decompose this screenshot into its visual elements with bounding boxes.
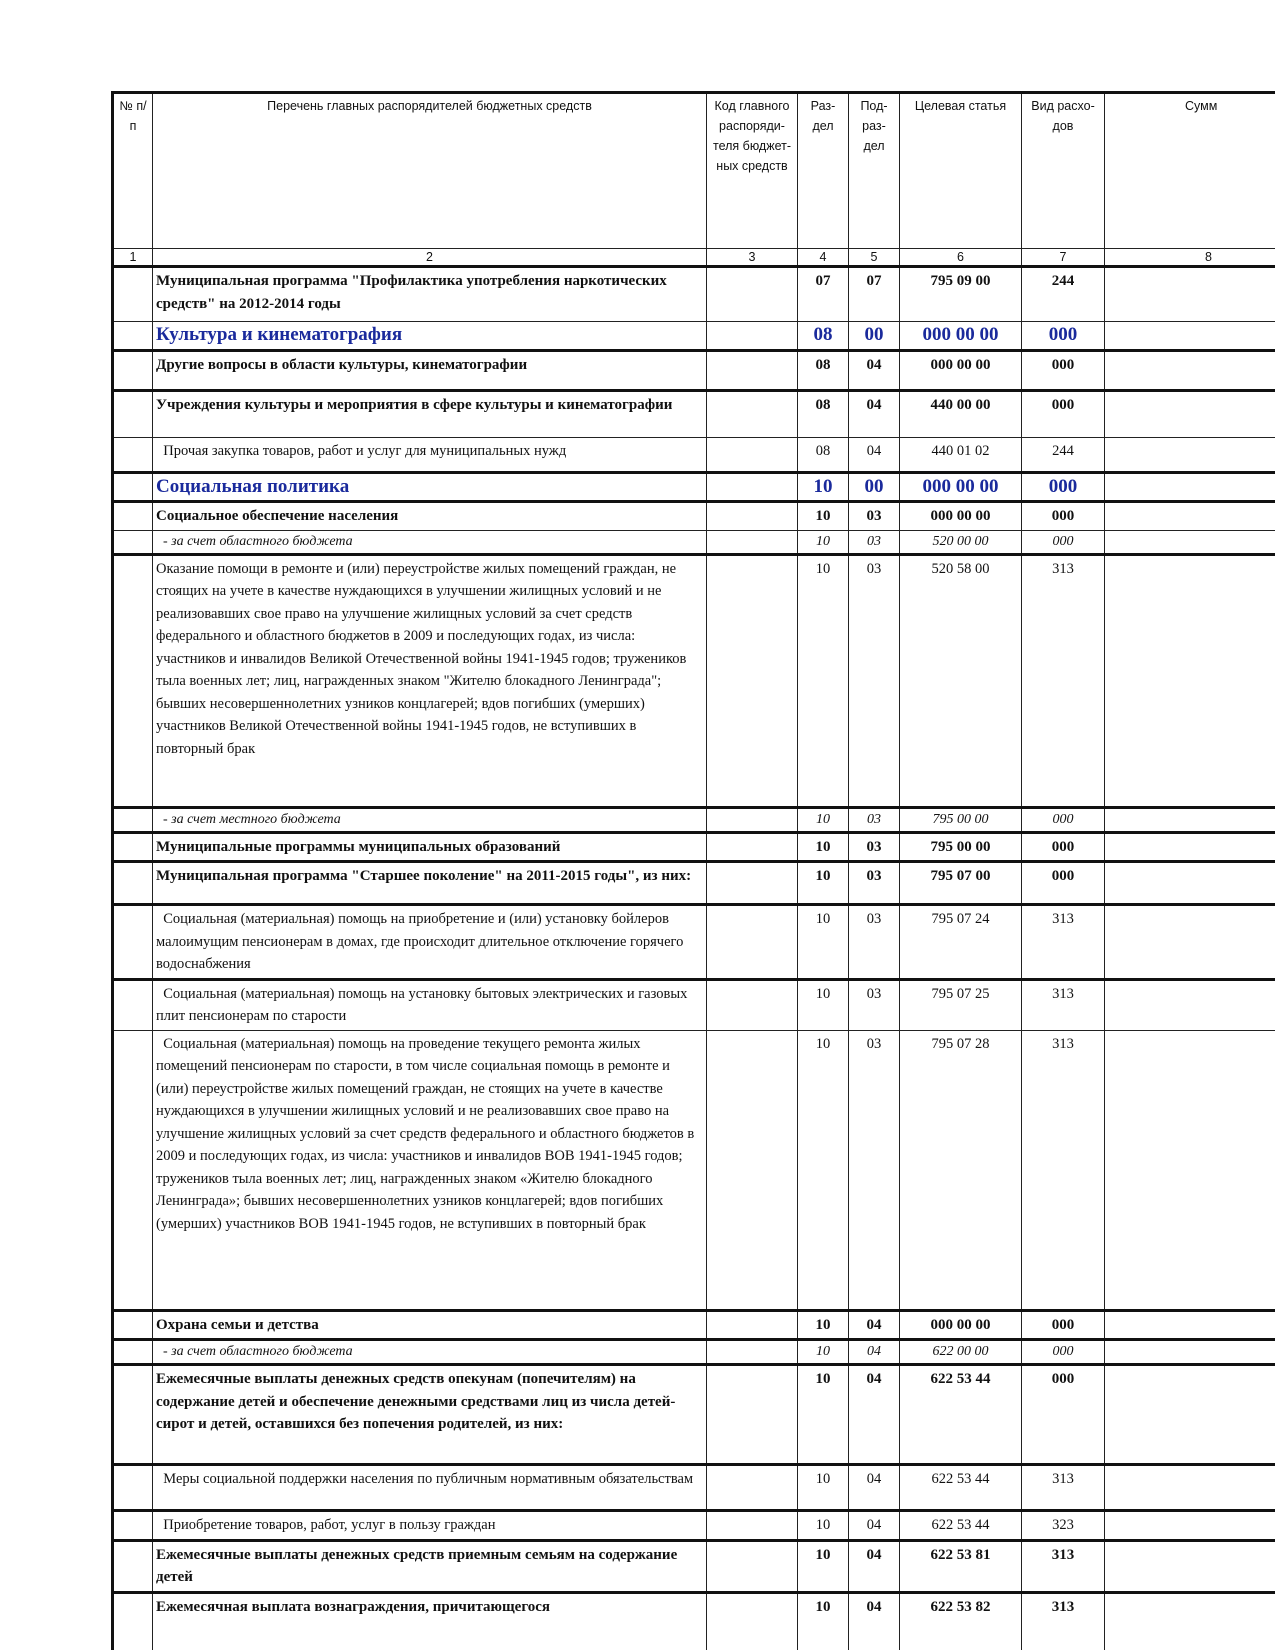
row-sum — [1105, 862, 1275, 905]
col-num: 3 — [707, 249, 798, 267]
row-vid: 000 — [1022, 322, 1105, 351]
table-row — [113, 390, 1275, 437]
row-vid: 000 — [1022, 350, 1105, 390]
row-target: 795 07 00 — [900, 862, 1022, 905]
row-code — [707, 472, 798, 502]
row-podrazdel: 03 — [849, 832, 900, 862]
row-vid: 000 — [1022, 390, 1105, 437]
row-number — [113, 350, 153, 390]
row-sum — [1105, 1030, 1275, 1310]
row-podrazdel: 00 — [849, 472, 900, 502]
row-razdel: 07 — [798, 267, 849, 322]
row-code — [707, 979, 798, 1030]
row-target: 000 00 00 — [900, 472, 1022, 502]
row-sum — [1105, 322, 1275, 351]
row-number — [113, 554, 153, 807]
row-code — [707, 437, 798, 472]
row-sum — [1105, 1340, 1275, 1365]
row-name: - за счет областного бюджета — [153, 530, 707, 554]
row-target: 795 07 24 — [900, 905, 1022, 980]
row-sum — [1105, 350, 1275, 390]
row-target: 622 53 44 — [900, 1511, 1022, 1541]
row-name: Социальное обеспечение населения — [153, 502, 707, 531]
row-razdel: 08 — [798, 322, 849, 351]
row-name: Ежемесячные выплаты денежных средств опекунам (попечителям) на содержание детей и обеспечение денежными средствами лиц из числа детей-сирот и детей, оставшихся без попечения родителей, из них: — [153, 1365, 707, 1465]
col-header-code: Код главного распоряди-теля бюджет-ных средств — [707, 93, 798, 249]
row-vid: 244 — [1022, 437, 1105, 472]
row-podrazdel: 04 — [849, 390, 900, 437]
col-num: 4 — [798, 249, 849, 267]
row-number — [113, 832, 153, 862]
row-sum — [1105, 1365, 1275, 1465]
row-razdel: 10 — [798, 979, 849, 1030]
row-code — [707, 502, 798, 531]
row-podrazdel: 04 — [849, 1310, 900, 1340]
row-sum — [1105, 437, 1275, 472]
table-row — [113, 807, 1275, 832]
row-number — [113, 1592, 153, 1650]
table-row — [113, 502, 1275, 531]
row-name: Социальная (материальная) помощь на проведение текущего ремонта жилых помещений пенсионерам по старости, в том числе социальная помощь в ремонте и (или) переустройстве жилых помещений граждан, не стоящих на учете в качестве нуждающихся в улучшении жилищных условий и не реализовавших свое право на улучшение жилищных условий за счет средств федерального и областного бюджетов в 2009 и последующих годах, из числа: участников и инвалидов ВОВ 1941-1945 годов; тружеников тыла военных лет; лиц, награжденных знаком «Жителю блокадного Ленинграда»; бывших несовершеннолетних узников концлагерей; вдов погибших (умерших) участников ВОВ 1941-1945 годов, не вступивших в повторный брак — [153, 1030, 707, 1310]
table-row — [113, 1365, 1275, 1465]
row-number — [113, 1030, 153, 1310]
row-podrazdel: 03 — [849, 807, 900, 832]
row-number — [113, 267, 153, 322]
col-num: 1 — [113, 249, 153, 267]
row-razdel: 10 — [798, 1540, 849, 1592]
row-sum — [1105, 1540, 1275, 1592]
row-razdel: 10 — [798, 1340, 849, 1365]
row-code — [707, 832, 798, 862]
row-target: 622 53 44 — [900, 1465, 1022, 1511]
row-vid: 313 — [1022, 554, 1105, 807]
row-razdel: 10 — [798, 1592, 849, 1650]
row-sum — [1105, 1592, 1275, 1650]
row-razdel: 10 — [798, 832, 849, 862]
table-row — [113, 350, 1275, 390]
row-sum — [1105, 554, 1275, 807]
row-code — [707, 1465, 798, 1511]
row-name: Культура и кинематография — [153, 322, 707, 351]
row-podrazdel: 00 — [849, 322, 900, 351]
row-code — [707, 1540, 798, 1592]
row-target: 000 00 00 — [900, 502, 1022, 531]
row-razdel: 10 — [798, 1310, 849, 1340]
row-podrazdel: 03 — [849, 530, 900, 554]
row-code — [707, 530, 798, 554]
table-row — [113, 832, 1275, 862]
row-target: 795 00 00 — [900, 832, 1022, 862]
row-name: Приобретение товаров, работ, услуг в пользу граждан — [153, 1511, 707, 1541]
table-row — [113, 1340, 1275, 1365]
row-number — [113, 502, 153, 531]
row-number — [113, 862, 153, 905]
row-sum — [1105, 1465, 1275, 1511]
table-row — [113, 862, 1275, 905]
table-row — [113, 979, 1275, 1030]
row-vid: 313 — [1022, 1540, 1105, 1592]
row-code — [707, 267, 798, 322]
row-podrazdel: 03 — [849, 979, 900, 1030]
row-sum — [1105, 502, 1275, 531]
row-vid: 244 — [1022, 267, 1105, 322]
row-name: Муниципальная программа "Профилактика употребления наркотических средств" на 2012-2014 годы — [153, 267, 707, 322]
row-razdel: 10 — [798, 530, 849, 554]
row-code — [707, 807, 798, 832]
row-name: Социальная (материальная) помощь на приобретение и (или) установку бойлеров малоимущим пенсионерам в домах, где происходит длительное отключение горячего водоснабжения — [153, 905, 707, 980]
row-podrazdel: 03 — [849, 1030, 900, 1310]
col-header-sum: Сумм — [1105, 93, 1275, 249]
row-podrazdel: 04 — [849, 1465, 900, 1511]
row-name: Муниципальные программы муниципальных образований — [153, 832, 707, 862]
row-target: 520 58 00 — [900, 554, 1022, 807]
row-target: 795 00 00 — [900, 807, 1022, 832]
row-code — [707, 1365, 798, 1465]
row-vid: 313 — [1022, 1465, 1105, 1511]
row-podrazdel: 03 — [849, 905, 900, 980]
row-target: 795 07 28 — [900, 1030, 1022, 1310]
row-vid: 000 — [1022, 530, 1105, 554]
row-name: Оказание помощи в ремонте и (или) переустройстве жилых помещений граждан, не стоящих на учете в качестве нуждающихся в улучшении жилищных условий и не реализовавших свое право на улучшение жилищных условий за счет средств федерального и областного бюджетов в 2009 и последующих годах, из числа: участников и инвалидов Великой Отечественной войны 1941-1945 годов; тружеников тыла военных лет; лиц, награжденных знаком "Жителю блокадного Ленинграда"; бывших несовершеннолетних узников концлагерей; вдов погибших (умерших) участников Великой Отечественной войны 1941-1945 годов, не вступивших в повторный брак — [153, 554, 707, 807]
row-number — [113, 472, 153, 502]
row-podrazdel: 03 — [849, 862, 900, 905]
row-vid: 000 — [1022, 807, 1105, 832]
row-razdel: 10 — [798, 807, 849, 832]
table-row — [113, 1465, 1275, 1511]
col-num: 6 — [900, 249, 1022, 267]
row-code — [707, 554, 798, 807]
row-target: 622 00 00 — [900, 1340, 1022, 1365]
row-target: 000 00 00 — [900, 350, 1022, 390]
row-sum — [1105, 807, 1275, 832]
row-vid: 000 — [1022, 1310, 1105, 1340]
row-name: - за счет местного бюджета — [153, 807, 707, 832]
row-name: Муниципальная программа "Старшее поколение" на 2011-2015 годы", из них: — [153, 862, 707, 905]
row-number — [113, 905, 153, 980]
row-name: Социальная (материальная) помощь на установку бытовых электрических и газовых плит пенсионерам по старости — [153, 979, 707, 1030]
row-number — [113, 1340, 153, 1365]
row-sum — [1105, 472, 1275, 502]
row-podrazdel: 04 — [849, 1365, 900, 1465]
table-row — [113, 1592, 1275, 1650]
row-number — [113, 979, 153, 1030]
col-header-vid: Вид расхо-дов — [1022, 93, 1105, 249]
budget-table-page — [111, 91, 1275, 1650]
row-razdel: 08 — [798, 390, 849, 437]
row-vid: 000 — [1022, 472, 1105, 502]
row-razdel: 08 — [798, 437, 849, 472]
row-sum — [1105, 1511, 1275, 1541]
row-name: Меры социальной поддержки населения по публичным нормативным обязательствам — [153, 1465, 707, 1511]
row-podrazdel: 04 — [849, 350, 900, 390]
row-vid: 000 — [1022, 1365, 1105, 1465]
row-code — [707, 1030, 798, 1310]
row-target: 440 01 02 — [900, 437, 1022, 472]
table-row — [113, 1310, 1275, 1340]
row-podrazdel: 07 — [849, 267, 900, 322]
row-sum — [1105, 390, 1275, 437]
row-target: 622 53 44 — [900, 1365, 1022, 1465]
row-vid: 313 — [1022, 1030, 1105, 1310]
row-code — [707, 350, 798, 390]
row-vid: 000 — [1022, 502, 1105, 531]
row-podrazdel: 04 — [849, 1511, 900, 1541]
row-number — [113, 807, 153, 832]
row-target: 440 00 00 — [900, 390, 1022, 437]
row-podrazdel: 03 — [849, 502, 900, 531]
table-row — [113, 1030, 1275, 1310]
table-row — [113, 437, 1275, 472]
col-header-name: Перечень главных распорядителей бюджетных средств — [153, 93, 707, 249]
row-target: 520 00 00 — [900, 530, 1022, 554]
row-code — [707, 390, 798, 437]
row-name: Другие вопросы в области культуры, кинематографии — [153, 350, 707, 390]
row-number — [113, 1540, 153, 1592]
row-sum — [1105, 1310, 1275, 1340]
table-row — [113, 530, 1275, 554]
row-razdel: 10 — [798, 1365, 849, 1465]
row-razdel: 10 — [798, 905, 849, 980]
col-header-target: Целевая статья — [900, 93, 1022, 249]
row-razdel: 10 — [798, 1030, 849, 1310]
row-code — [707, 1511, 798, 1541]
header-row — [113, 93, 1275, 249]
row-sum — [1105, 832, 1275, 862]
row-vid: 000 — [1022, 832, 1105, 862]
row-target: 622 53 81 — [900, 1540, 1022, 1592]
col-header-podrazdel: Под-раз-дел — [849, 93, 900, 249]
row-razdel: 10 — [798, 472, 849, 502]
row-name: Прочая закупка товаров, работ и услуг для муниципальных нужд — [153, 437, 707, 472]
row-number — [113, 322, 153, 351]
row-sum — [1105, 979, 1275, 1030]
row-sum — [1105, 905, 1275, 980]
row-vid: 313 — [1022, 979, 1105, 1030]
row-target: 000 00 00 — [900, 1310, 1022, 1340]
table-row — [113, 267, 1275, 322]
row-number — [113, 1310, 153, 1340]
row-vid: 000 — [1022, 1340, 1105, 1365]
row-razdel: 10 — [798, 554, 849, 807]
row-vid: 000 — [1022, 862, 1105, 905]
budget-table — [111, 91, 1275, 1650]
row-name: - за счет областного бюджета — [153, 1340, 707, 1365]
row-code — [707, 1310, 798, 1340]
row-name: Учреждения культуры и мероприятия в сфере культуры и кинематографии — [153, 390, 707, 437]
row-name: Охрана семьи и детства — [153, 1310, 707, 1340]
row-podrazdel: 03 — [849, 554, 900, 807]
row-vid: 313 — [1022, 905, 1105, 980]
row-code — [707, 1340, 798, 1365]
row-number — [113, 390, 153, 437]
col-num: 5 — [849, 249, 900, 267]
row-name: Социальная политика — [153, 472, 707, 502]
row-razdel: 10 — [798, 1511, 849, 1541]
row-vid: 323 — [1022, 1511, 1105, 1541]
col-header-razdel: Раз-дел — [798, 93, 849, 249]
row-number — [113, 1511, 153, 1541]
row-number — [113, 1465, 153, 1511]
table-row — [113, 554, 1275, 807]
row-code — [707, 862, 798, 905]
row-name: Ежемесячная выплата вознаграждения, причитающегося — [153, 1592, 707, 1650]
table-row — [113, 1511, 1275, 1541]
row-target: 000 00 00 — [900, 322, 1022, 351]
row-vid: 313 — [1022, 1592, 1105, 1650]
row-podrazdel: 04 — [849, 437, 900, 472]
row-target: 795 07 25 — [900, 979, 1022, 1030]
row-target: 622 53 82 — [900, 1592, 1022, 1650]
row-razdel: 10 — [798, 502, 849, 531]
row-podrazdel: 04 — [849, 1540, 900, 1592]
table-row — [113, 322, 1275, 351]
row-razdel: 10 — [798, 862, 849, 905]
row-sum — [1105, 267, 1275, 322]
column-number-row — [113, 249, 1275, 267]
col-num: 7 — [1022, 249, 1105, 267]
col-num: 2 — [153, 249, 707, 267]
col-header-number: № п/п — [113, 93, 153, 249]
row-target: 795 09 00 — [900, 267, 1022, 322]
table-row — [113, 905, 1275, 980]
row-podrazdel: 04 — [849, 1340, 900, 1365]
row-podrazdel: 04 — [849, 1592, 900, 1650]
row-sum — [1105, 530, 1275, 554]
col-num: 8 — [1105, 249, 1275, 267]
row-razdel: 10 — [798, 1465, 849, 1511]
row-razdel: 08 — [798, 350, 849, 390]
row-number — [113, 530, 153, 554]
table-row — [113, 472, 1275, 502]
row-code — [707, 905, 798, 980]
row-number — [113, 1365, 153, 1465]
table-row — [113, 1540, 1275, 1592]
row-number — [113, 437, 153, 472]
row-code — [707, 322, 798, 351]
row-name: Ежемесячные выплаты денежных средств приемным семьям на содержание детей — [153, 1540, 707, 1592]
row-code — [707, 1592, 798, 1650]
